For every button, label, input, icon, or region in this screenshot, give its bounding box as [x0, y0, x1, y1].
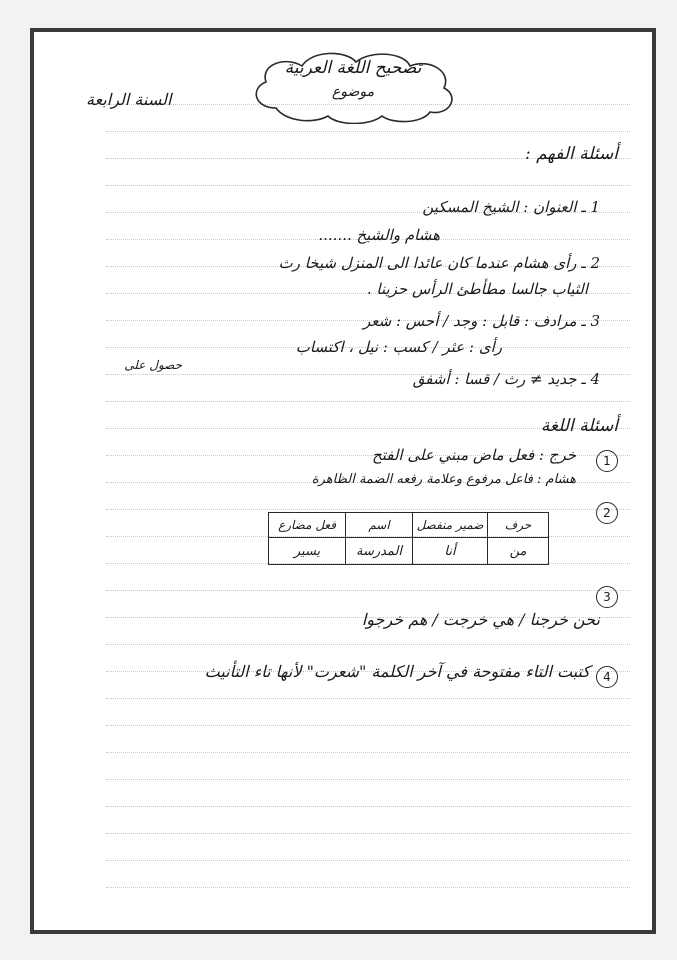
table-header-cell: ضمير منفصل	[413, 513, 488, 538]
ruled-line	[106, 590, 630, 591]
ruled-line	[106, 779, 630, 780]
comprehension-line: الثياب جالسا مطأطئ الرأس حزينا .	[366, 280, 588, 298]
comprehension-line: 1 ـ العنوان : الشيخ المسكين	[422, 198, 600, 216]
question-number-3: 3	[596, 586, 618, 608]
ruled-line	[106, 860, 630, 861]
comprehension-line: 4 ـ جديد ≠ رث / قسا : أشفق	[412, 370, 600, 388]
ruled-line	[106, 806, 630, 807]
ruled-line	[106, 509, 630, 510]
table-cell: يسير	[269, 538, 346, 565]
table-row	[269, 538, 549, 565]
ruled-line	[106, 833, 630, 834]
table-cell: أنا	[413, 538, 488, 565]
question-number-4: 4	[596, 666, 618, 688]
ruled-line	[106, 401, 630, 402]
comprehension-line: رأى : عثر / كسب : نيل ، اكتساب	[295, 338, 502, 356]
comprehension-line: 2 ـ رأى هشام عندما كان عائدا الى المنزل شيخا رث	[278, 254, 600, 272]
table-header-row	[269, 513, 549, 538]
subject-subtitle: موضوع	[331, 84, 375, 100]
grade-level-label: السنة الرابعة	[86, 90, 172, 109]
language-q4-answer: كتبت التاء مفتوحة في آخر الكلمة "شعرت" لأنها تاء التأنيث	[204, 662, 590, 681]
language-q1-line: خرج : فعل ماض مبني على الفتح	[372, 446, 576, 464]
language-q1-line: هشام : فاعل مرفوع وعلامة رفعه الضمة الظاهرة	[311, 472, 576, 487]
worksheet-page	[30, 28, 656, 934]
question-number-1: 1	[596, 450, 618, 472]
language-heading: أسئلة اللغة	[540, 416, 618, 436]
table-cell: من	[488, 538, 549, 565]
ruled-line	[106, 644, 630, 645]
table-header-cell: حرف	[488, 513, 549, 538]
table-cell: المدرسة	[346, 538, 413, 565]
parts-of-speech-table	[268, 512, 549, 565]
ruled-line	[106, 131, 630, 132]
comprehension-heading: أسئلة الفهم :	[524, 144, 618, 164]
comprehension-line: 3 ـ مرادف : قابل : وجد / أحس : شعر	[363, 312, 600, 330]
table-header-cell: اسم	[346, 513, 413, 538]
subject-title: تصحيح اللغة العربية	[284, 58, 422, 78]
table-header-cell: فعل مضارع	[269, 513, 346, 538]
comprehension-line: حصول على	[124, 358, 182, 372]
language-q3-answer: نحن خرجنا / هي خرجت / هم خرجوا	[361, 610, 600, 629]
ruled-line	[106, 887, 630, 888]
ruled-line	[106, 698, 630, 699]
comprehension-line: هشام والشيخ .......	[318, 226, 440, 244]
ruled-line	[106, 752, 630, 753]
ruled-line	[106, 725, 630, 726]
question-number-2: 2	[596, 502, 618, 524]
ruled-line	[106, 185, 630, 186]
